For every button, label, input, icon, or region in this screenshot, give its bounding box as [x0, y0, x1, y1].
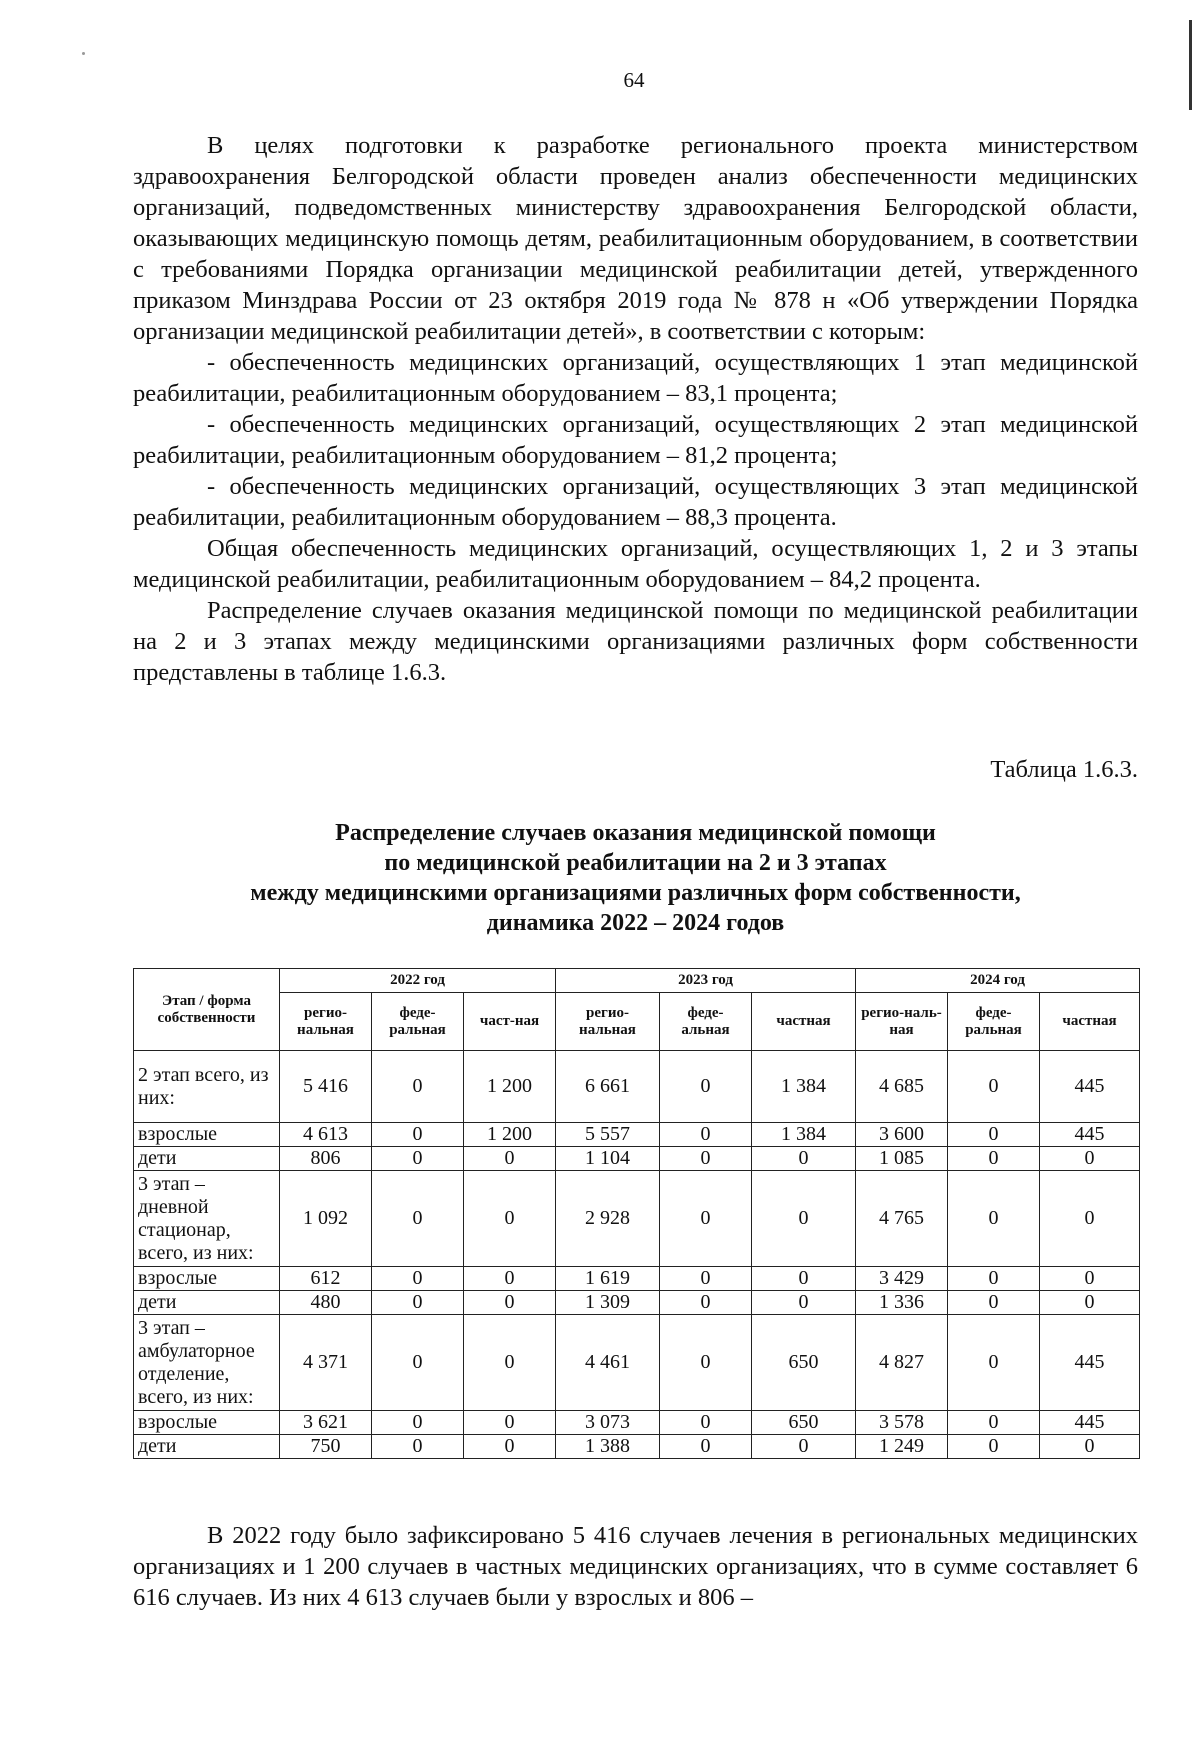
table-cell: 1 384 — [752, 1051, 856, 1123]
table-cell: 480 — [280, 1291, 372, 1315]
table-cell: 0 — [464, 1315, 556, 1411]
table-caption: Таблица 1.6.3. — [990, 756, 1138, 783]
table-cell: 750 — [280, 1435, 372, 1459]
table-title-line: Распределение случаев оказания медицинской помощи — [335, 820, 936, 846]
table-cell: 0 — [1040, 1291, 1140, 1315]
table-cell: 0 — [660, 1171, 752, 1267]
table-cell: 0 — [372, 1291, 464, 1315]
table-cell: 3 429 — [856, 1267, 948, 1291]
table-cell: 0 — [464, 1411, 556, 1435]
table-cell: 0 — [1040, 1171, 1140, 1267]
table-cell: 0 — [464, 1267, 556, 1291]
table-title-line: динамика 2022 – 2024 годов — [486, 910, 785, 936]
table-cell: 0 — [660, 1051, 752, 1123]
corner-header: Этап / форма собственности — [134, 969, 280, 1051]
sub-header: регио-нальная — [280, 993, 372, 1051]
table-cell: 0 — [948, 1267, 1040, 1291]
table-cell: 0 — [752, 1435, 856, 1459]
table-cell: 445 — [1040, 1123, 1140, 1147]
row-label: взрослые — [134, 1411, 280, 1435]
table-cell: 0 — [752, 1291, 856, 1315]
row-label: 2 этап всего, из них: — [134, 1051, 280, 1123]
table-cell: 0 — [660, 1147, 752, 1171]
table-cell: 0 — [948, 1411, 1040, 1435]
paragraph: - обеспеченность медицинских организаций, осуществляющих 3 этап медицинской реабилитации, реабилитационным оборудованием – 88,3 процента. — [133, 473, 1138, 531]
year-header: 2023 год — [556, 969, 856, 993]
table-cell: 1 092 — [280, 1171, 372, 1267]
table-cell: 3 600 — [856, 1123, 948, 1147]
table-cell: 0 — [464, 1171, 556, 1267]
table-row — [134, 1051, 1140, 1123]
paragraph: Распределение случаев оказания медицинской помощи по медицинской реабилитации на 2 и 3 этапах между медицинскими организациями различных форм собственности представлены в таблице 1.6.3. — [133, 597, 1138, 686]
row-label: взрослые — [134, 1267, 280, 1291]
page-number: 64 — [623, 68, 645, 92]
table-row — [134, 1267, 1140, 1291]
table-cell: 5 557 — [556, 1123, 660, 1147]
table-cell: 3 578 — [856, 1411, 948, 1435]
table-cell: 2 928 — [556, 1171, 660, 1267]
table-cell: 1 388 — [556, 1435, 660, 1459]
table-cell: 0 — [372, 1411, 464, 1435]
table-cell: 0 — [752, 1171, 856, 1267]
sub-header: феде-ральная — [948, 993, 1040, 1051]
table-cell: 1 384 — [752, 1123, 856, 1147]
table-cell: 445 — [1040, 1411, 1140, 1435]
table-cell: 612 — [280, 1267, 372, 1291]
table-cell: 0 — [948, 1435, 1040, 1459]
table-row — [134, 1411, 1140, 1435]
table-cell: 0 — [948, 1123, 1040, 1147]
table-cell: 1 619 — [556, 1267, 660, 1291]
table-cell: 0 — [372, 1435, 464, 1459]
paragraph: - обеспеченность медицинских организаций, осуществляющих 1 этап медицинской реабилитации, реабилитационным оборудованием – 83,1 процента; — [133, 349, 1138, 407]
table-cell: 0 — [1040, 1147, 1140, 1171]
sub-header: регио-нальная — [556, 993, 660, 1051]
table-row — [134, 1171, 1140, 1267]
table-cell: 4 461 — [556, 1315, 660, 1411]
table-row — [134, 1315, 1140, 1411]
year-header: 2024 год — [856, 969, 1140, 993]
table-cell: 0 — [948, 1315, 1040, 1411]
table-cell: 0 — [752, 1147, 856, 1171]
table-cell: 1 085 — [856, 1147, 948, 1171]
sub-header: част-ная — [464, 993, 556, 1051]
table-cell: 6 661 — [556, 1051, 660, 1123]
sub-header: частная — [1040, 993, 1140, 1051]
table-cell: 445 — [1040, 1051, 1140, 1123]
table-cell: 1 104 — [556, 1147, 660, 1171]
row-label: дети — [134, 1147, 280, 1171]
closing-text — [133, 1520, 1138, 1613]
table-cell: 0 — [372, 1171, 464, 1267]
table-cell: 0 — [948, 1171, 1040, 1267]
table-cell: 0 — [372, 1051, 464, 1123]
table-cell: 0 — [372, 1267, 464, 1291]
row-label: 3 этап – амбулаторное отделение, всего, из них: — [134, 1315, 280, 1411]
table-cell: 0 — [660, 1435, 752, 1459]
table-cell: 0 — [372, 1123, 464, 1147]
sub-header: частная — [752, 993, 856, 1051]
table-cell: 445 — [1040, 1315, 1140, 1411]
table-cell: 5 416 — [280, 1051, 372, 1123]
intro-text — [133, 130, 1138, 688]
sub-header: феде-альная — [660, 993, 752, 1051]
year-header: 2022 год — [280, 969, 556, 993]
table-cell: 0 — [660, 1267, 752, 1291]
table-cell: 0 — [752, 1267, 856, 1291]
row-label: взрослые — [134, 1123, 280, 1147]
table-row — [134, 1147, 1140, 1171]
table-cell: 1 309 — [556, 1291, 660, 1315]
table-cell: 4 371 — [280, 1315, 372, 1411]
table-row — [134, 1435, 1140, 1459]
table-cell: 1 336 — [856, 1291, 948, 1315]
table-cell: 650 — [752, 1315, 856, 1411]
table-cell: 0 — [464, 1435, 556, 1459]
sub-header: регио-наль-ная — [856, 993, 948, 1051]
scan-edge-mark — [1189, 20, 1192, 110]
table-cell: 0 — [660, 1123, 752, 1147]
table-cell: 0 — [660, 1411, 752, 1435]
table-row — [134, 1123, 1140, 1147]
table-cell: 0 — [464, 1291, 556, 1315]
table-cell: 4 827 — [856, 1315, 948, 1411]
table-cell: 3 073 — [556, 1411, 660, 1435]
paragraph: - обеспеченность медицинских организаций, осуществляющих 2 этап медицинской реабилитации, реабилитационным оборудованием – 81,2 процента; — [133, 411, 1138, 469]
table-title — [133, 818, 1138, 938]
table-cell: 0 — [948, 1291, 1040, 1315]
row-label: дети — [134, 1291, 280, 1315]
table-cell: 1 249 — [856, 1435, 948, 1459]
table-cell: 0 — [1040, 1267, 1140, 1291]
table-title-line: по медицинской реабилитации на 2 и 3 этапах — [384, 850, 887, 876]
row-label: дети — [134, 1435, 280, 1459]
table-cell: 3 621 — [280, 1411, 372, 1435]
table-cell: 806 — [280, 1147, 372, 1171]
table-row — [134, 1291, 1140, 1315]
paragraph: Общая обеспеченность медицинских организаций, осуществляющих 1, 2 и 3 этапы медицинской реабилитации, реабилитационным оборудованием – 84,2 процента. — [133, 535, 1138, 593]
table-cell: 4 685 — [856, 1051, 948, 1123]
data-table — [133, 968, 1140, 1459]
table-cell: 0 — [660, 1291, 752, 1315]
table-cell: 0 — [948, 1147, 1040, 1171]
table-cell: 0 — [372, 1315, 464, 1411]
table-cell: 4 765 — [856, 1171, 948, 1267]
row-label: 3 этап – дневной стационар, всего, из них: — [134, 1171, 280, 1267]
table-cell: 0 — [660, 1315, 752, 1411]
table-cell: 650 — [752, 1411, 856, 1435]
scan-speck — [82, 52, 85, 55]
table-cell: 1 200 — [464, 1123, 556, 1147]
table-title-line: между медицинскими организациями различных форм собственности, — [250, 880, 1021, 906]
paragraph: В 2022 году было зафиксировано 5 416 случаев лечения в региональных медицинских организациях и 1 200 случаев в частных медицинских организациях, что в сумме составляет 6 616 случаев. Из них 4 613 случаев были у взрослых и 806 – — [133, 1522, 1138, 1611]
table-cell: 0 — [1040, 1435, 1140, 1459]
table-cell: 1 200 — [464, 1051, 556, 1123]
table-cell: 0 — [372, 1147, 464, 1171]
table-cell: 0 — [464, 1147, 556, 1171]
paragraph: В целях подготовки к разработке регионального проекта министерством здравоохранения Белгородской области проведен анализ обеспеченности медицинских организаций, подведомственных министерству здравоохранения Белгородской области, оказывающих медицинскую помощь детям, реабилитационным оборудованием, в соответствии с требованиями Порядка организации медицинской реабилитации детей, утвержденного приказом Минздрава России от 23 октября 2019 года № 878 н «Об утверждении Порядка организации медицинской реабилитации детей», в соответствии с которым: — [133, 132, 1138, 345]
table-cell: 4 613 — [280, 1123, 372, 1147]
table-cell: 0 — [948, 1051, 1040, 1123]
sub-header: феде-ральная — [372, 993, 464, 1051]
